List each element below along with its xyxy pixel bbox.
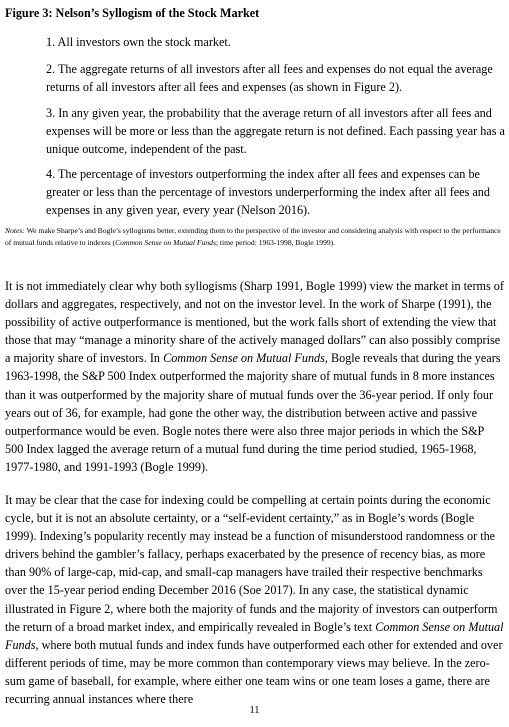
paragraph-1-part-a: It is not immediately clear why both syllogisms (Sharp 1991, Bogle 1999) view the market in terms of dollars and aggregates, respectively, and not on the investor level. In the work of Sharpe (1991), the possibility of active outperformance is mentioned, but the work falls short of extending the view that those that may “manage a minority share of the actively managed dollars” can also possibly comprise a majority share of investors. In bbox=[5, 279, 504, 366]
figure-title: Figure 3: Nelson’s Syllogism of the Stock Market bbox=[5, 6, 260, 20]
notes-text-2: ; time period: 1963-1998, Bogle 1999). bbox=[215, 237, 336, 247]
paragraph-2-part-b: , where both mutual funds and index funds have outperformed each other for extended and over different periods of time, may be more common than contemporary views may believe. In the zero-sum game of baseball, for example, where either one team wins or one team loses a game, there are recurring annual instances where there bbox=[5, 637, 503, 707]
figure-notes bbox=[5, 225, 505, 248]
syllogism-item-1: 1. All investors own the stock market. bbox=[46, 35, 231, 49]
body-paragraph-2 bbox=[5, 491, 505, 708]
syllogism-item-3: 3. In any given year, the probability that the average return of all investors after all fees and expenses will be more or less than the aggregate return is not defined. Each passing year has a unique outcome, independent of the past. bbox=[46, 106, 505, 156]
syllogism-item-4: 4. The percentage of investors outperforming the index after all fees and expenses can be greater or less than the percentage of investors underperforming the index after all fees and expenses in any given year, every year (Nelson 2016). bbox=[46, 167, 490, 217]
paragraph-1-part-b: , Bogle reveals that during the years 1963-1998, the S&P 500 Index outperformed the majority share of mutual funds in 8 more instances than it was outperformed by the majority share of mutual funds over the 36-year period. If only four years out of 36, for example, had gone the other way, the distribution between active and passive outperformance would be even. Bogle notes there were also three major periods in which the S&P 500 Index lagged the average return of a mutual fund during the time period studied, 1965-1968, 1977-1980, and 1991-1993 (Bogle 1999). bbox=[5, 351, 501, 474]
syllogism-item-2: 2. The aggregate returns of all investors after all fees and expenses do not equal the average returns of all investors after all fees and expenses (as shown in Figure 2). bbox=[46, 62, 493, 94]
paragraph-2-book-title: Common Sense on Mutual Funds bbox=[5, 619, 504, 652]
paragraph-2-part-a: It may be clear that the case for indexing could be compelling at certain points during the economic cycle, but it is not an absolute certainty, or a “self-evident certainty,” as in Bogle’s words (Bogle 1999). Indexing’s popularity recently may instead be a function of misunderstood randomness or the drivers behind the gambler’s fallacy, perhaps exacerbated by the presence of recency bias, as more than 90% of large-cap, mid-cap, and small-cap managers have trailed their respective benchmarks over the 15-year period ending December 2016 (Soe 2017). In any case, the statistical dynamic illustrated in Figure 2, where both the majority of funds and the majority of investors can outperform the return of a broad market index, and empirically revealed in Bogle’s text bbox=[5, 493, 498, 634]
paragraph-1-book-title: Common Sense on Mutual Funds bbox=[163, 351, 325, 366]
notes-text-1: We make Sharpe’s and Bogle’s syllogisms better, extending them to the perspective of the investor and considering analysis with respect to the performance of mutual funds relative to indexes ( bbox=[5, 226, 501, 247]
notes-label: Notes: bbox=[5, 226, 25, 235]
notes-book-title: Common Sense on Mutual Funds bbox=[115, 237, 216, 247]
page-number: 11 bbox=[249, 705, 260, 716]
body-paragraph-1 bbox=[5, 277, 505, 476]
